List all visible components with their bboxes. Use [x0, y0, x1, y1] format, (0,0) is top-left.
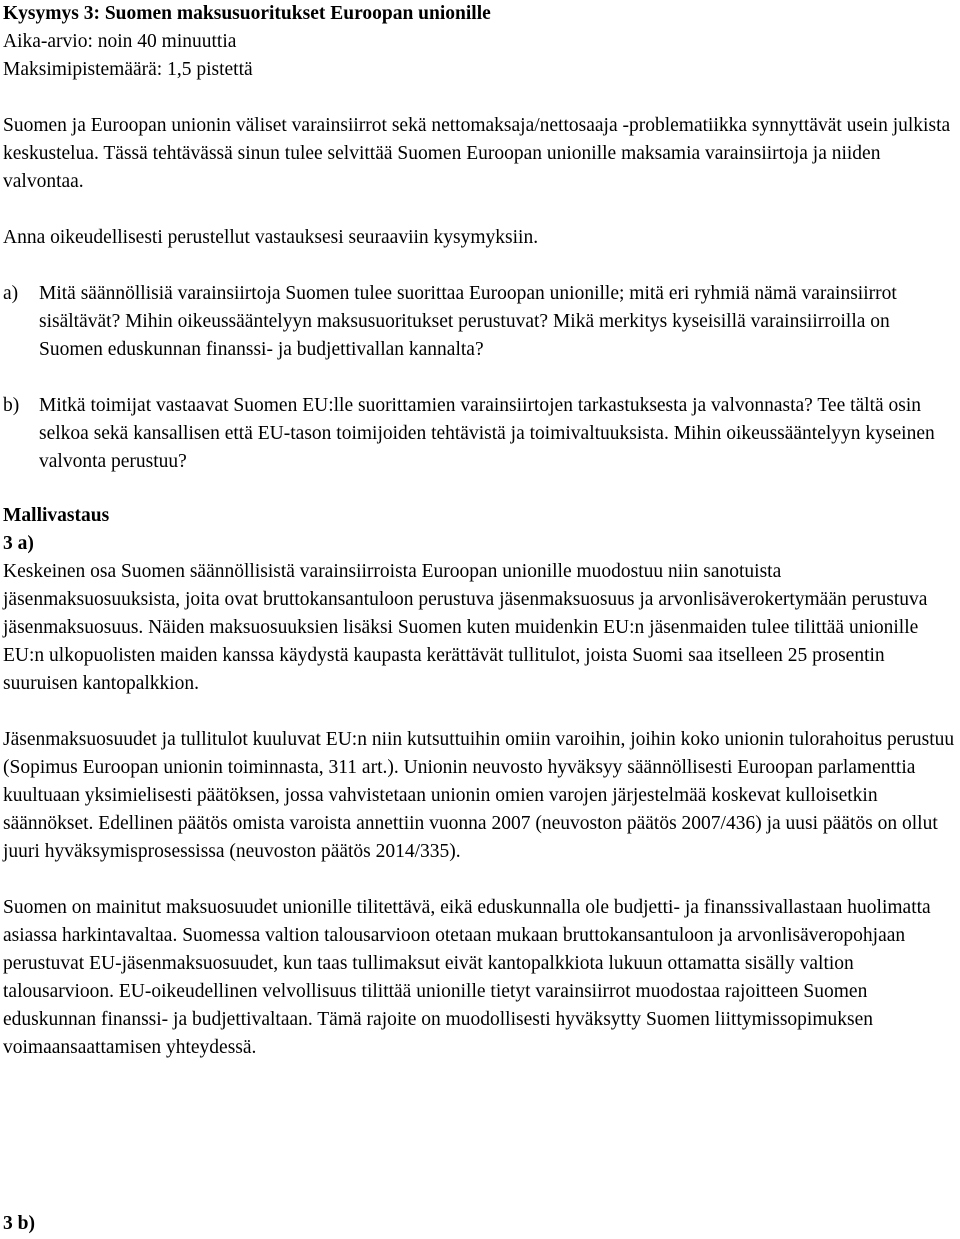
- question-b-label: b): [3, 395, 20, 416]
- question-b-text: Mitkä toimijat vastaavat Suomen EU:lle suorittamien varainsiirtojen tarkastuksesta ja valvonnasta? Tee tältä osin selkoa sekä kansallisen että EU-tason toimijoiden tehtävistä ja toimivaltuuksista. Mihin oikeussääntelyyn kyseinen valvonta perustuu?: [39, 395, 935, 472]
- question-a: [3, 280, 955, 364]
- time-estimate: Aika-arvio: noin 40 minuuttia: [3, 31, 237, 52]
- intro-paragraph: Suomen ja Euroopan unionin väliset varainsiirrot sekä nettomaksaja/nettosaaja -problematiikka synnyttävät usein julkista keskustelua. Tässä tehtävässä sinun tulee selvittää Suomen Euroopan unionille maksamia varainsiirtoja ja niiden valvontaa.: [3, 115, 951, 192]
- section-b-label: 3 b): [3, 1213, 35, 1234]
- answer-paragraph-3: Suomen on mainitut maksuosuudet unionille tilitettävä, eikä eduskunnalla ole budjetti- ja finanssivallastaan huolimatta asiassa harkintavaltaa. Suomessa valtion talousarvioon otetaan mukaan bruttokansantuloon ja arvonlisäveropohjaan perustuvat EU-jäsenmaksuosuudet, kun taas tullimaksut eivät kantopalkkiota lukuun ottamatta sisälly valtion talousarvioon. EU-oikeudellinen velvollisuus tilittää unionille tietyt varainsiirrot muodostaa rajoitteen Suomen eduskunnan finanssi- ja budjettivaltaan. Tämä rajoite on muodollisesti hyväksytty Suomen liittymissopimuksen voimaansaattamisen yhteydessä.: [3, 897, 931, 1058]
- answer-paragraph-2: Jäsenmaksuosuudet ja tullitulot kuuluvat EU:n niin kutsuttuihin omiin varoihin, joihin koko unionin tulorahoitus perustuu (Sopimus Euroopan unionin toiminnasta, 311 art.). Unionin neuvosto hyväksyy säännöllisesti Euroopan parlamenttia kuultuaan yksimielisesti päätöksen, jossa vahvistetaan unionin omien varojen järjestelmää koskevat kulloisetkin säännökset. Edellinen päätös omista varoista annettiin vuonna 2007 (neuvoston päätös 2007/436) ja uusi päätös on ollut juuri hyväksymisprosessissa (neuvoston päätös 2014/335).: [3, 729, 955, 862]
- answer-paragraph-1: Keskeinen osa Suomen säännöllisistä varainsiirroista Euroopan unionille muodostuu niin sanotuista jäsenmaksuosuuksista, joita ovat bruttokansantuloon perustuva jäsenmaksuosuus ja arvonlisäverokertymään perustuva jäsenmaksuosuus. Näiden maksuosuuksien lisäksi Suomen kuten muidenkin EU:n jäsenmaiden tulee tilittää unionille EU:n ulkopuolisten maiden kanssa käydystä kaupasta kerättävät tullitulot, joista Suomi saa itselleen 25 prosentin suuruisen kantopalkkion.: [3, 561, 928, 694]
- question-a-label: a): [3, 283, 19, 304]
- model-answer-heading: Mallivastaus: [3, 505, 110, 526]
- question-b: [3, 392, 955, 476]
- section-a-label: 3 a): [3, 533, 34, 554]
- question-a-text: Mitä säännöllisiä varainsiirtoja Suomen tulee suorittaa Euroopan unionille; mitä eri ryhmiä nämä varainsiirrot sisältävät? Mihin oikeussääntelyyn maksusuoritukset perustuvat? Mikä merkitys kyseisillä varainsiirroilla on Suomen eduskunnan finanssi- ja budjettivallan kannalta?: [39, 283, 897, 360]
- document-page: [3, 0, 955, 1062]
- question-title: Kysymys 3: Suomen maksusuoritukset Euroopan unionille: [3, 3, 491, 24]
- max-points: Maksimipistemäärä: 1,5 pistettä: [3, 59, 253, 80]
- instruction-paragraph: Anna oikeudellisesti perustellut vastauksesi seuraaviin kysymyksiin.: [3, 227, 539, 248]
